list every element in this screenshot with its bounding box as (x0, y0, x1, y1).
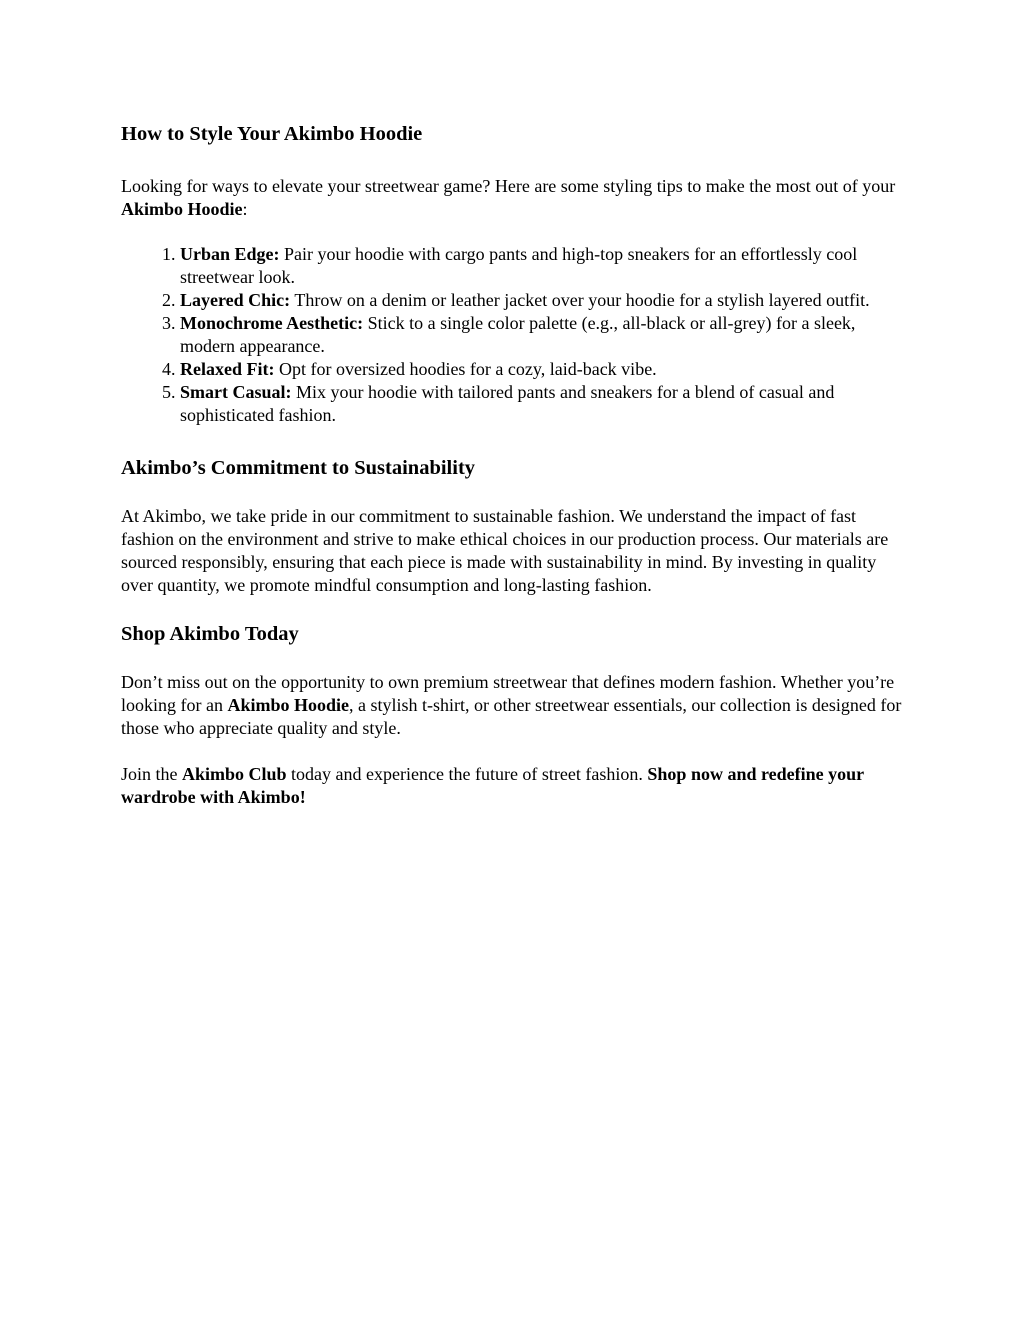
club-name: Akimbo Club (182, 764, 287, 784)
document-page (121, 121, 911, 809)
list-item (180, 381, 911, 427)
tip-text: Opt for oversized hoodies for a cozy, laid-back vibe. (274, 359, 657, 379)
shop-product-name: Akimbo Hoodie (227, 695, 350, 715)
list-item (180, 312, 911, 358)
list-item (180, 243, 911, 289)
tip-text: Stick to a single color palette (e.g., all-black or all-grey) for a sleek, modern appearance. (180, 313, 856, 356)
shop-text-start: Don’t miss out on the opportunity to own premium streetwear that defines modern fashion. Whether you’re looking for an (121, 672, 895, 715)
styling-tips-list (121, 243, 911, 427)
intro-end: : (242, 199, 248, 219)
tip-label: Layered Chic: (180, 290, 291, 310)
cta-text-mid: today and experience the future of street fashion. (286, 764, 648, 784)
intro-product-name: Akimbo Hoodie (121, 199, 243, 219)
sustainability-paragraph: At Akimbo, we take pride in our commitment to sustainable fashion. We understand the impact of fast fashion on the environment and strive to make ethical choices in our production process. Our materials are sourced responsibly, ensuring that each piece is made with sustainability in mind. By investing in quality over quantity, we promote mindful consumption and long-lasting fashion. (121, 506, 889, 595)
section-title-styling: How to Style Your Akimbo Hoodie (121, 123, 423, 145)
styling-intro-paragraph (121, 175, 911, 221)
tip-text: Pair your hoodie with cargo pants and high-top sneakers for an effortlessly cool streetwear look. (180, 244, 858, 287)
list-item (180, 358, 911, 381)
tip-label: Relaxed Fit: (180, 359, 275, 379)
tip-label: Urban Edge: (180, 244, 280, 264)
shop-paragraph (121, 671, 911, 740)
tip-text: Throw on a denim or leather jacket over your hoodie for a stylish layered outfit. (290, 290, 870, 310)
list-item (180, 289, 911, 312)
shop-text-end: , a stylish t-shirt, or other streetwear essentials, our collection is designed for those who appreciate quality and style. (121, 695, 902, 738)
section-title-shop: Shop Akimbo Today (121, 623, 299, 645)
cta-text-start: Join the (121, 764, 182, 784)
tip-label: Smart Casual: (180, 382, 292, 402)
intro-text: Looking for ways to elevate your streetwear game? Here are some styling tips to make the most out of your (121, 176, 896, 196)
section-title-sustainability: Akimbo’s Commitment to Sustainability (121, 457, 476, 479)
tip-label: Monochrome Aesthetic: (180, 313, 364, 333)
tip-text: Mix your hoodie with tailored pants and sneakers for a blend of casual and sophisticated fashion. (180, 382, 835, 425)
cta-bold-text: Shop now and redefine your wardrobe with Akimbo! (121, 764, 864, 807)
cta-paragraph (121, 763, 911, 809)
